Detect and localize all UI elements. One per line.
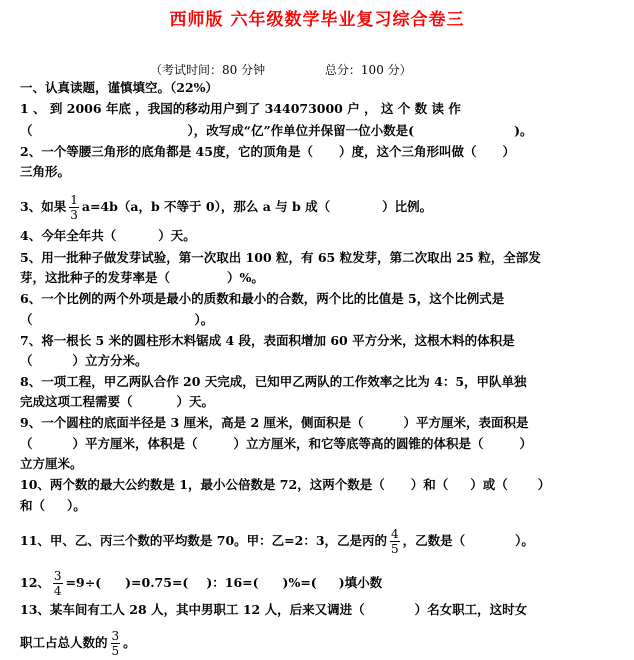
question-1-line-2: （ ），改写成“亿”作单位并保留一位小数是( )。 xyxy=(20,123,533,138)
question-12: 12、 $\frac{3}{4}$ =9÷( )=0.75=( )：16=( )%=( )填小数 xyxy=(20,569,383,598)
question-8-line-1: 8、一项工程，甲乙两队合作 20 天完成，已知甲乙两队的工作效率之比为 4：5，甲队单独 xyxy=(20,374,527,389)
exam-score: 总分：100 分） xyxy=(324,63,412,77)
fraction-four-fifths: $\frac{4}{5}$ xyxy=(391,527,399,556)
question-13-line-1: 13、某车间有工人 28 人，其中男职工 12 人，后来又调进（ ）名女职工，这时女 xyxy=(20,602,528,617)
question-10-line-1: 10、两个数的最大公约数是 1，最小公倍数是 72，这两个数是（ ）和（ ）或（ ） xyxy=(20,477,551,492)
question-9-line-3: 立方厘米。 xyxy=(20,456,83,471)
question-9-line-2: （ ）平方厘米，体积是（ ）立方厘米，和它等底等高的圆锥的体积是（ ） xyxy=(20,436,533,451)
question-2-line-2: 三角形。 xyxy=(20,164,71,179)
question-7-line-2: （ ）立方分米。 xyxy=(20,353,148,368)
question-1-line-1: 1 、 到 2006 年底 ，我国的移动用户到了 344073000 户 ， 这 个 数 读 作 xyxy=(20,101,461,116)
question-6-line-2: （ ）。 xyxy=(20,312,214,327)
fraction-one-third: $\frac{1}{3}$ xyxy=(70,193,78,222)
question-2-line-1: 2、一个等腰三角形的底角都是 45度，它的顶角是（ ）度，这个三角形叫做（ ） xyxy=(20,144,515,159)
fraction-three-quarters: $\frac{3}{4}$ xyxy=(53,569,62,598)
question-13-line-2: 职工占总人数的 $\frac{3}{5}$ 。 xyxy=(20,629,136,658)
question-10-line-2: 和（ ）。 xyxy=(20,498,86,513)
question-8-line-2: 完成这项工程需要（ ）天。 xyxy=(20,394,215,409)
question-6-line-1: 6、一个比例的两个外项是最小的质数和最小的合数，两个比的比值是 5，这个比例式是 xyxy=(20,291,505,306)
page-title: 西师版 六年级数学毕业复习综合卷三 xyxy=(169,10,465,30)
question-4: 4、今年全年共（ ）天。 xyxy=(20,228,196,243)
question-5-line-1: 5、用一批种子做发芽试验，第一次取出 100 粒，有 65 粒发芽，第二次取出 25 粒，全部发 xyxy=(20,250,541,265)
question-11: 11、甲、乙、丙三个数的平均数是 70。甲：乙=2：3，乙是丙的 $\frac{4}{5}$ ，乙数是（ ）。 xyxy=(20,527,534,556)
question-7-line-1: 7、将一根长 5 米的圆柱形木料锯成 4 段，表面积增加 60 平方分米，这根木料的体积是 xyxy=(20,333,515,348)
exam-meta xyxy=(150,61,412,78)
question-9-line-1: 9、一个圆柱的底面半径是 3 厘米，高是 2 厘米，侧面积是（ ）平方厘米，表面积是 xyxy=(20,415,529,430)
fraction-three-fifths: $\frac{3}{5}$ xyxy=(111,629,120,658)
question-5-line-2: 芽，这批种子的发芽率是（ ）%。 xyxy=(20,270,264,285)
question-3: 3、如果 $\frac{1}{3}$ a=4b（a，b 不等于 0），那么 a 与 b 成（ ）比例。 xyxy=(20,193,433,222)
section-heading: 一、认真读题，谨慎填空。（22%） xyxy=(20,80,219,95)
exam-time: （考试时间：80 分钟 xyxy=(150,63,266,77)
